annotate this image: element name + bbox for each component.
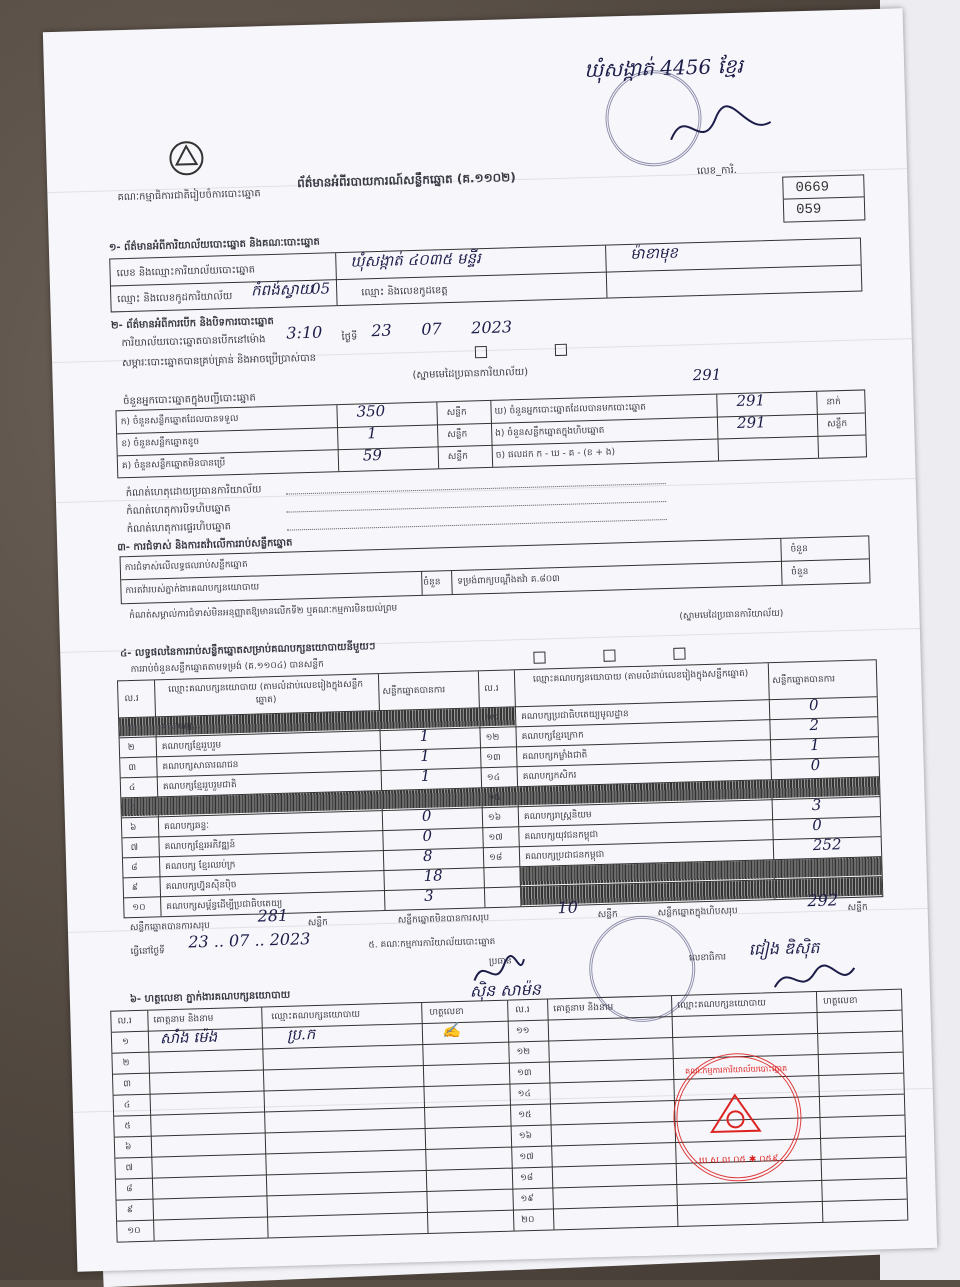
section1-row2-label2: ឈ្មោះ និងលេខកូដខេត្ត — [361, 285, 448, 299]
party-results-table — [117, 659, 883, 918]
count-e-unit: សន្លឹក — [826, 418, 848, 430]
party-name-left: គណបក្សខ្មែរអភិវឌ្ឍន៍ — [164, 840, 236, 853]
party-name-right: គណបក្សកសិករ — [522, 770, 577, 783]
section6-title: ៦- ហត្ថលេខា ភ្នាក់ងារគណបក្សនយោបាយ — [129, 989, 291, 1006]
party-name-right: គណបក្សប្រជាធិបតេយ្យមូលដ្ឋាន — [521, 709, 629, 723]
party-name-right: គណបក្សប្រជាជនកម្ពុជា — [524, 849, 605, 863]
form-title: ព័ត៌មានអំពីរបាយការណ៍សន្លឹកឆ្នោត (គ.១១០២) — [296, 170, 516, 191]
agents-th-2: គោត្តនាម និងនាម — [153, 1013, 214, 1026]
party-name-left: គណបក្សឆន្ទៈ — [163, 820, 210, 833]
total-all-label: សន្លឹកឆ្នោតក្នុងហិបសរុប — [657, 906, 738, 919]
note-line-1-dots — [286, 483, 666, 495]
section1-row2-label: ឈ្មោះ និងលេខកូដការិយាល័យ — [117, 291, 233, 306]
th-party-left: ឈ្មោះគណបក្សនយោបាយ (តាមលំដាប់លេខរៀងក្នុងសន្លឹកឆ្នោត) — [168, 679, 364, 706]
agent-no-right: ១៧ — [519, 1151, 534, 1163]
objection-row-1: ការជំទាស់លើលទ្ធផលរាប់សន្លឹកឆ្នោត — [124, 559, 248, 574]
party-no-left: ១០ — [132, 902, 146, 914]
agent-no-right: ១៦ — [518, 1131, 533, 1142]
objection-count-label-1: ចំនួន — [790, 544, 808, 555]
date-label: ថ្ងៃទី — [341, 331, 358, 344]
open-time-label: ការិយាល័យបោះឆ្នោតបានបើកនៅម៉ោង — [121, 334, 266, 350]
total-all-unit: សន្លឹក — [847, 902, 868, 914]
count-a-label: ក) ចំនួនសន្លឹកឆ្នោតដែលបានទទួល — [120, 413, 239, 428]
agent-no-right: ១៣ — [516, 1068, 532, 1079]
party-name-left: គណបក្សសម្ព័ន្ធដើម្បីប្រជាធិបតេយ្យ — [166, 898, 283, 913]
agent-no-left: ៨ — [126, 1184, 133, 1195]
th-party-right: ឈ្មោះគណបក្សនយោបាយ (តាមលំដាប់លេខរៀងក្នុងសន្លឹកឆ្នោត) — [532, 668, 749, 685]
red-stamp-emblem-icon — [707, 1091, 764, 1139]
objection-count-label-2: ចំនួន — [791, 567, 809, 578]
party-name-left: គណបក្សខ្មែររួបរួមជាតិ — [162, 780, 237, 793]
section4-title: ៤- លទ្ធផលនៃការរាប់សន្លឹកឆ្នោតសម្រាប់គណបក្សនយោបាយនីមួយៗ — [120, 641, 376, 660]
party-votes-left: 18 — [423, 866, 443, 885]
president-label: ប្រធាន — [488, 956, 512, 968]
party-name-right: គណបក្សយុវជនកម្ពុជា — [524, 830, 599, 843]
materials-line: សម្ភារៈបោះឆ្នោតបានគ្រប់គ្រាន់ និងអាចប្រើប្រាស់បាន — [121, 352, 317, 370]
objection-row-2-right: ទម្រង់ពាក្យបណ្ដឹងតវ៉ា គ.៨០៣ — [457, 574, 560, 587]
party-no-right: ១១ — [485, 712, 499, 724]
total-invalid-label: សន្លឹកឆ្នោតមិនបានការសរុប — [397, 913, 490, 926]
section1-row1-label: លេខ និងឈ្មោះការិយាល័យបោះឆ្នោត — [116, 264, 256, 280]
note-line-1: កំណត់ហេតុដោយប្រធានការិយាល័យ — [125, 484, 262, 500]
count-e-value: 291 — [736, 413, 766, 433]
party-name-left: គណបក្សសាធារណជន — [162, 760, 239, 773]
section1-row2-code: 05 — [310, 279, 331, 298]
note-line-2-dots — [286, 501, 666, 513]
party-no-left: ៥ — [129, 802, 137, 814]
count-a-value: 350 — [356, 401, 386, 421]
party-no-right: ១២ — [485, 732, 500, 744]
objection-row-2-mid: ចំនួន — [423, 577, 441, 588]
party-votes-right: 2 — [809, 715, 820, 735]
party-no-left: ១ — [127, 722, 135, 734]
agent-name-left: សាំង ម៉េង — [159, 1027, 218, 1048]
count-e-label: ង) ចំនួនសន្លឹកឆ្នោតក្នុងហិបឆ្នោត — [495, 425, 605, 439]
materials-checkbox-yes — [475, 346, 487, 358]
count-b-label: ខ) ចំនួនសន្លឹកឆ្នោតខូច — [121, 437, 200, 450]
section1-title: ១- ព័ត៌មានអំពីការិយាល័យបោះឆ្នោត និងគណៈបោះឆ្នោត — [108, 236, 320, 254]
total-valid-unit: សន្លឹក — [307, 917, 328, 929]
th-votes-right: សន្លឹកឆ្នោតបានការ — [772, 674, 836, 687]
count-d-unit: នាក់ — [826, 397, 841, 408]
office-code-box — [782, 174, 865, 222]
date-day: 23 — [371, 320, 392, 341]
party-no-right: ១៥ — [487, 792, 501, 804]
agent-no-right: ១៩ — [520, 1193, 534, 1205]
party-votes-left: 0 — [421, 806, 432, 825]
party-votes-right: 0 — [810, 755, 821, 775]
made-on-label: ធ្វើនៅថ្ងៃទី — [130, 946, 165, 958]
party-votes-left: 0 — [422, 826, 433, 845]
office-code-label: លេខ_ការិ. — [696, 164, 738, 178]
agent-no-left: ២ — [122, 1058, 130, 1069]
agent-no-right: ១២ — [516, 1047, 531, 1058]
party-no-right: ១៧ — [488, 832, 503, 844]
party-no-right: ១៨ — [488, 852, 503, 864]
party-name-right: គណបក្សកម្លាំងជាតិ — [522, 750, 588, 763]
party-name-left: គណបក្ស... — [161, 721, 201, 733]
party-no-left: ៨ — [131, 862, 138, 874]
party-votes-left: 1 — [419, 726, 430, 745]
party-name-left: គណបក្ស ខ្មែរឈប់ក្រ — [165, 860, 236, 873]
agent-no-right: ១១ — [515, 1026, 530, 1037]
total-valid-value: 281 — [257, 905, 289, 926]
party-votes-right: 0 — [812, 815, 823, 835]
agents-th-1: ល.រ — [117, 1016, 132, 1027]
code-value-1: 0669 — [795, 179, 830, 197]
official-stamp-red — [672, 1052, 804, 1184]
subtitle-checkbox-1 — [533, 651, 545, 663]
agents-th-8: ហត្ថលេខា — [823, 995, 858, 1007]
objection-row-2: ការតវ៉ារបស់ភ្នាក់ងារគណបក្សនយោបាយ — [125, 582, 260, 597]
party-votes-left: 1 — [420, 766, 431, 785]
party-votes-right: 1 — [809, 735, 820, 755]
count-d-label: ឃ) ចំនួនអ្នកបោះឆ្នោតដែលបានមកបោះឆ្នោត — [494, 402, 647, 417]
agent-no-right: ២០ — [521, 1214, 535, 1226]
total-valid-label: សន្លឹកឆ្នោតបានការសរុប — [129, 920, 210, 934]
section1-row1-value: ឃុំសង្កាត់ ៤០៣៥ មន្ទីរ — [350, 249, 481, 271]
agents-th-3: ឈ្មោះគណបក្សនយោបាយ — [271, 1009, 361, 1023]
party-no-right: ១៤ — [486, 772, 501, 784]
open-time-value: 3:10 — [286, 322, 323, 343]
count-a-unit: សន្លឹក — [446, 407, 467, 419]
subtitle-checkbox-2 — [603, 650, 615, 662]
count-b-value: 1 — [366, 424, 377, 443]
national-emblem-icon — [166, 138, 207, 179]
th-no-left: ល.រ — [124, 693, 139, 705]
agent-no-left: ៧ — [125, 1163, 134, 1174]
signature-top — [665, 97, 777, 160]
party-votes-left: 8 — [422, 846, 433, 865]
election-form-page — [43, 8, 937, 1272]
th-votes-left: សន្លឹកឆ្នោតបានការ — [382, 685, 446, 698]
code-value-2: 059 — [795, 201, 822, 219]
party-name-left: គណបក្សហ្វ៊ុនស៊ិនប៉ិច — [165, 880, 237, 893]
agent-no-right: ១៤ — [517, 1089, 532, 1100]
agent-no-left: ១ — [121, 1037, 130, 1048]
total-all-value: 292 — [807, 890, 839, 911]
ministry-name: គណៈកម្មាធិការជាតិរៀបចំការបោះឆ្នោត — [117, 188, 261, 204]
agent-no-left: ៩ — [126, 1205, 134, 1216]
agent-party-left: ប្រ.ក — [286, 1025, 316, 1044]
count-c-unit: សន្លឹក — [447, 451, 469, 463]
agent-no-left: ៣ — [123, 1079, 132, 1090]
party-name-right: គណបក្សរាស្ត្រនិយម — [523, 810, 592, 823]
note-line-3-dots — [287, 519, 667, 531]
party-no-left: ៧ — [130, 842, 139, 854]
subtitle-checkbox-3 — [673, 648, 685, 660]
red-stamp-code: ឃ.ស.ល ០៥ ✱ ០៥៩ — [698, 1154, 779, 1167]
count-c-value: 59 — [362, 445, 383, 465]
count-c-label: គ) ចំនួនសន្លឹកឆ្នោតមិនបានប្រើ — [121, 458, 226, 472]
party-votes-right: 0 — [808, 695, 819, 715]
agent-no-right: ១៨ — [519, 1173, 534, 1184]
section3-title: ៣- ការជំទាស់ និងការតវ៉ាលើការរាប់សន្លឹកឆ្នោត — [117, 537, 293, 554]
president-name: ស៊ិន សាម៉ន — [469, 979, 542, 1001]
party-no-left: ៤ — [128, 782, 136, 794]
party-name-left: គណបក្សខ្មែររួបរួម — [161, 740, 222, 753]
red-stamp-text: គណៈកម្មការការិយាល័យបោះឆ្នោត — [684, 1063, 788, 1076]
agent-no-left: ៤ — [123, 1100, 131, 1111]
party-no-right: ១៣ — [486, 752, 501, 764]
handwritten-top-note: ឃុំសង្កាត់ 4456 ខ្មែរ — [583, 53, 744, 83]
section2-title: ២- ព័ត៌មានអំពីការបើក និងបិទការបោះឆ្នោត — [110, 315, 274, 332]
made-on-date: 23 .. 07 .. 2023 — [188, 929, 311, 952]
party-votes-right: 3 — [811, 795, 822, 815]
register-value: 291 — [692, 365, 722, 385]
total-invalid-unit: សន្លឹក — [597, 909, 618, 921]
secretary-label: លេខាធិការ — [688, 952, 727, 964]
party-no-left: ៣ — [128, 762, 137, 774]
party-votes-right: 252 — [812, 835, 842, 855]
agents-th-5: ល.រ — [515, 1005, 530, 1016]
president-signature — [469, 949, 530, 991]
register-label: ចំនួនអ្នកបោះឆ្នោតក្នុងបញ្ជីបោះឆ្នោត — [123, 392, 256, 408]
agent-sign-left: ✍ — [441, 1020, 461, 1040]
section3-signature-note: (ស្នាមមេដៃប្រធានការិយាល័យ) — [679, 608, 784, 622]
agents-th-7: ឈ្មោះគណបក្សនយោបាយ — [677, 998, 766, 1011]
count-b-unit: សន្លឹក — [447, 429, 468, 441]
party-votes-left: 1 — [419, 746, 431, 765]
count-f-label: ច) ផលដក ក - ឃ - គ - (ខ + ង) — [495, 447, 616, 461]
section1-row2-value: កំពង់ស្វាយ — [250, 279, 314, 300]
party-no-left: ៦ — [129, 822, 137, 834]
date-month: 07 — [421, 319, 442, 339]
agent-no-left: ១០ — [127, 1225, 141, 1237]
agent-no-left: ៦ — [124, 1142, 132, 1153]
agents-th-6: គោត្តនាម និងនាម — [553, 1002, 614, 1015]
materials-checkbox-no — [555, 344, 567, 356]
section3-footnote: កំណត់សម្គាល់ការជំទាស់មិនអនុញ្ញាតឱ្យមានលើកទី២ ឬគណៈកម្មការមិនយល់ព្រម — [129, 603, 398, 622]
agent-no-right: ១៥ — [518, 1110, 532, 1121]
note-line-3: កំណត់ហេតុការផ្ទេរហិបឆ្នោត — [126, 521, 232, 536]
th-no-right: ល.រ — [484, 683, 499, 695]
section4-subtitle: ការរាប់ចំនួនសន្លឹកឆ្នោតតាមទម្រង់ (គ.១១០៤) បានសន្លឹក — [130, 659, 324, 676]
party-no-left: ២ — [127, 742, 135, 754]
section2-signature-note: (ស្នាមមេដៃប្រធានការិយាល័យ) — [412, 366, 529, 382]
party-votes-left: 3 — [423, 886, 434, 905]
date-year: 2023 — [471, 317, 513, 338]
committee-label: ៥. គណៈកម្មការការិយាល័យបោះឆ្នោត — [368, 936, 496, 951]
party-no-left: ៩ — [131, 882, 139, 894]
total-invalid-value: 10 — [557, 897, 579, 918]
agent-no-left: ៥ — [124, 1121, 131, 1132]
section1-row1-right: ម៉ាខាមុខ — [630, 243, 679, 263]
note-line-2: កំណត់ហេតុការបិទហិបឆ្នោត — [126, 503, 231, 518]
secretary-name: ជៀង ឌិស៊ិត — [748, 937, 820, 959]
party-name-right: គណបក្សខ្មែរក្រោក — [521, 730, 584, 743]
party-no-right: ១៦ — [487, 812, 502, 824]
agents-th-4: ហត្ថលេខា — [429, 1006, 464, 1018]
count-d-value: 291 — [736, 391, 766, 411]
